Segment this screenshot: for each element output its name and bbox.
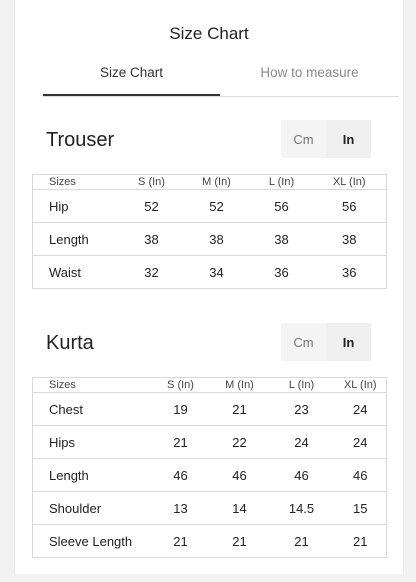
size-value: 23: [269, 393, 335, 426]
size-value: 22: [211, 426, 269, 459]
size-value: 38: [251, 223, 313, 256]
row-label: Shoulder: [33, 492, 151, 525]
kurta-unit-cm-button[interactable]: Cm: [293, 334, 314, 350]
table-row: [33, 223, 387, 256]
kurta-section-title: Kurta: [46, 332, 94, 354]
column-header: Sizes: [33, 378, 151, 393]
column-header: XL (In): [335, 378, 387, 393]
size-value: 56: [251, 190, 313, 223]
column-header: Sizes: [33, 175, 121, 190]
tab-size-chart[interactable]: Size Chart: [43, 60, 220, 96]
size-value: 46: [269, 459, 335, 492]
column-header: L (In): [251, 175, 313, 190]
size-value: 19: [151, 393, 211, 426]
table-row: [33, 190, 387, 223]
column-header: S (In): [121, 175, 183, 190]
row-label: Hips: [33, 426, 151, 459]
tab-how-to-measure[interactable]: How to measure: [260, 65, 359, 80]
size-value: 21: [211, 525, 269, 558]
size-value: 21: [335, 525, 387, 558]
trouser-unit-cm-button[interactable]: Cm: [293, 131, 314, 147]
column-header: L (In): [269, 378, 335, 393]
table-header-row: [33, 378, 387, 393]
column-header: M (In): [211, 378, 269, 393]
kurta-unit-in-button[interactable]: In: [326, 323, 371, 361]
size-value: 15: [335, 492, 387, 525]
size-value: 46: [335, 459, 387, 492]
size-chart-card: [14, 0, 404, 574]
size-value: 56: [313, 190, 387, 223]
column-header: M (In): [183, 175, 251, 190]
table-row: [33, 393, 387, 426]
size-value: 52: [121, 190, 183, 223]
row-label: Hip: [33, 190, 121, 223]
size-value: 14: [211, 492, 269, 525]
table-row: [33, 459, 387, 492]
size-value: 24: [335, 393, 387, 426]
table-row: [33, 426, 387, 459]
size-value: 21: [269, 525, 335, 558]
size-value: 34: [183, 256, 251, 289]
size-value: 32: [121, 256, 183, 289]
row-label: Chest: [33, 393, 151, 426]
size-value: 21: [151, 426, 211, 459]
kurta-size-table: [32, 377, 387, 558]
size-value: 24: [269, 426, 335, 459]
size-value: 38: [313, 223, 387, 256]
kurta-unit-toggle: [281, 323, 371, 361]
row-label: Length: [33, 459, 151, 492]
size-value: 36: [251, 256, 313, 289]
size-value: 36: [313, 256, 387, 289]
table-row: [33, 492, 387, 525]
trouser-unit-in-button[interactable]: In: [326, 120, 371, 158]
table-row: [33, 525, 387, 558]
row-label: Waist: [33, 256, 121, 289]
size-value: 46: [151, 459, 211, 492]
table-row: [33, 256, 387, 289]
trouser-unit-toggle: [281, 120, 371, 158]
column-header: XL (In): [313, 175, 387, 190]
size-value: 21: [211, 393, 269, 426]
row-label: Length: [33, 223, 121, 256]
size-value: 14.5: [269, 492, 335, 525]
size-value: 38: [121, 223, 183, 256]
size-value: 13: [151, 492, 211, 525]
size-value: 52: [183, 190, 251, 223]
trouser-size-table: [32, 174, 387, 289]
size-value: 24: [335, 426, 387, 459]
row-label: Sleeve Length: [33, 525, 151, 558]
size-value: 38: [183, 223, 251, 256]
trouser-section-title: Trouser: [46, 129, 115, 151]
column-header: S (In): [151, 378, 211, 393]
size-value: 21: [151, 525, 211, 558]
size-value: 46: [211, 459, 269, 492]
tab-bar: [43, 60, 399, 97]
table-header-row: [33, 175, 387, 190]
page-title: Size Chart: [169, 24, 249, 43]
